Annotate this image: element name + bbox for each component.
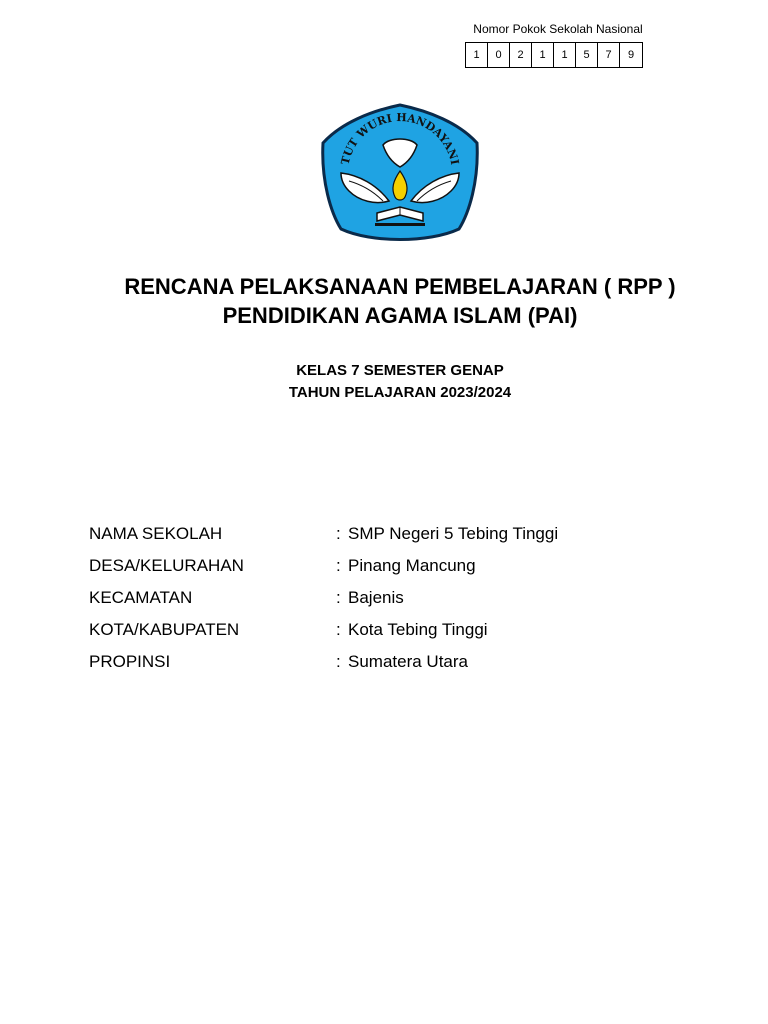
info-key: NAMA SEKOLAH [89,524,223,543]
info-separator: : [336,524,341,543]
info-separator: : [336,620,341,639]
npsn-digit-boxes [465,42,643,68]
info-separator: : [336,556,341,575]
info-value: Kota Tebing Tinggi [348,620,488,639]
npsn-digit: 2 [510,43,532,67]
info-key: PROPINSI [89,652,171,671]
npsn-digit: 5 [576,43,598,67]
svg-text:TUT WURI HANDAYANI: TUT WURI HANDAYANI [338,111,462,166]
npsn-digit: 0 [488,43,510,67]
tut-wuri-handayani-emblem-icon [319,101,481,243]
document-title [0,272,768,330]
info-row [89,646,689,678]
npsn-digit: 1 [554,43,576,67]
document-subtitle-line2: TAHUN PELAJARAN 2023/2024 [288,384,512,401]
document-subtitle [0,360,768,404]
info-row [89,582,689,614]
info-separator: : [336,588,341,607]
info-key: KECAMATAN [89,588,193,607]
info-value: Pinang Mancung [348,556,476,575]
npsn-label: Nomor Pokok Sekolah Nasional [473,22,643,36]
document-subtitle-line1: KELAS 7 SEMESTER GENAP [296,362,504,379]
npsn-digit: 1 [532,43,554,67]
info-row [89,550,689,582]
document-title-line1: RENCANA PELAKSANAAN PEMBELAJARAN ( RPP ) [124,274,676,299]
info-row [89,614,689,646]
school-info-table [89,518,689,678]
info-value: Bajenis [348,588,404,607]
npsn-digit: 7 [598,43,620,67]
info-key: DESA/KELURAHAN [89,556,244,575]
info-value: Sumatera Utara [348,652,468,671]
document-title-line2: PENDIDIKAN AGAMA ISLAM (PAI) [222,303,578,328]
npsn-digit: 9 [627,49,635,61]
info-separator: : [336,652,341,671]
info-row [89,518,689,550]
npsn-digit: 1 [466,43,488,67]
info-value: SMP Negeri 5 Tebing Tinggi [348,524,559,543]
info-key: KOTA/KABUPATEN [89,620,240,639]
